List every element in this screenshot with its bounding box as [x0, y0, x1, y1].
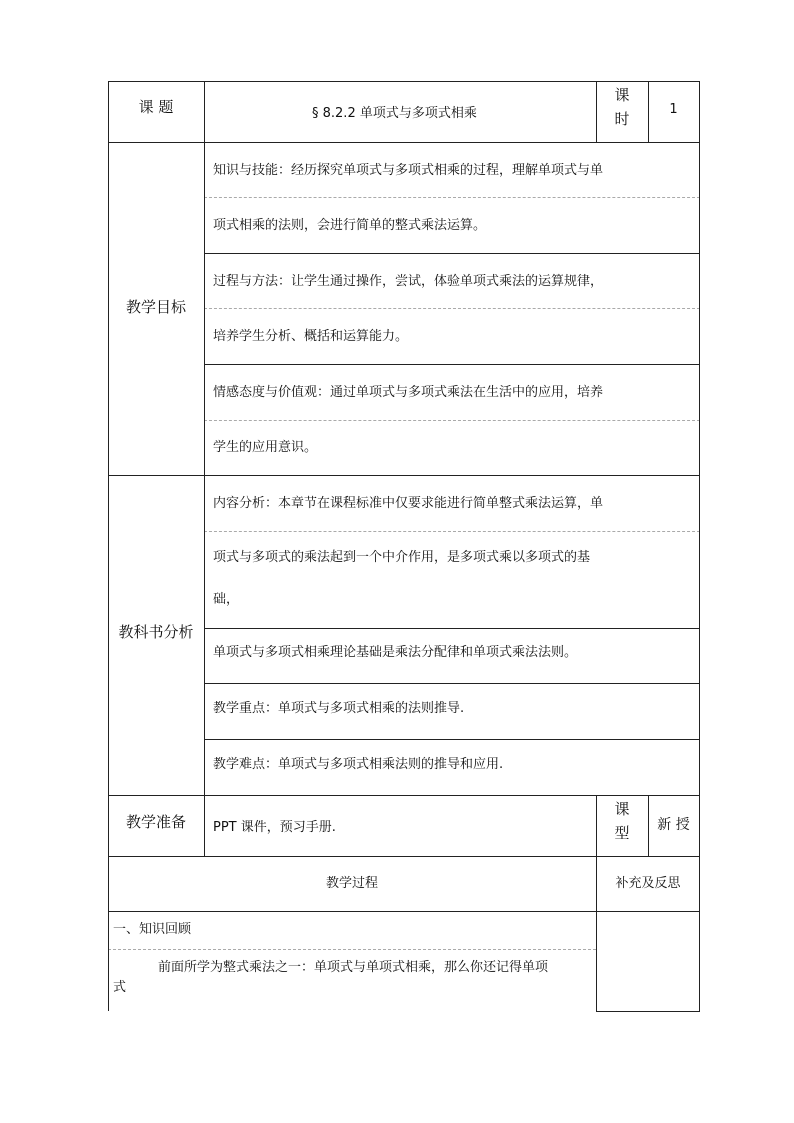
review-text-line2: 式 [113, 980, 127, 995]
topic-label: 课 题 [138, 98, 174, 116]
table-border [108, 856, 700, 857]
type-value: 新 授 [657, 817, 690, 833]
table-border [204, 364, 700, 365]
key-point: 教学重点：单项式与多项式相乘的法则推导. [213, 701, 465, 716]
table-border [204, 253, 700, 254]
objective-knowledge-line1: 知识与技能：经历探究单项式与多项式相乘的过程，理解单项式与单 [213, 163, 604, 178]
table-border [108, 475, 700, 476]
row-divider [204, 308, 700, 309]
type-label-top: 课 [614, 800, 630, 818]
table-border [108, 142, 700, 143]
objectives-label: 教学目标 [125, 298, 186, 316]
table-border [204, 739, 700, 740]
difficulty-point: 教学难点：单项式与多项式相乘法则的推导和应用. [213, 757, 504, 772]
preparation-label: 教学准备 [125, 813, 186, 831]
table-border [596, 1011, 700, 1012]
review-text-line1: 前面所学为整式乘法之一：单项式与单项式相乘，那么你还记得单项 [158, 960, 549, 975]
type-label-bottom: 型 [614, 824, 630, 842]
preparation-value: PPT 课件，预习手册. [213, 820, 336, 835]
period-label-bottom: 时 [614, 110, 630, 128]
period-label-top: 课 [614, 86, 630, 104]
content-analysis-line2: 项式与多项式的乘法起到一个中介作用，是多项式乘以多项式的基 [213, 550, 591, 565]
table-border [204, 628, 700, 629]
process-label: 教学过程 [325, 876, 378, 891]
table-border [108, 81, 700, 82]
table-border [108, 795, 700, 796]
objective-emotion-line2: 学生的应用意识。 [213, 440, 318, 455]
objective-knowledge-line2: 项式相乘的法则，会进行简单的整式乘法运算。 [213, 218, 487, 233]
row-divider [108, 949, 596, 950]
table-border [204, 81, 205, 856]
section-title-review: 一、知识回顾 [113, 922, 192, 937]
objective-emotion-line1: 情感态度与价值观：通过单项式与多项式乘法在生活中的应用，培养 [213, 385, 604, 400]
supplement-label: 补充及反思 [615, 876, 681, 891]
textbook-label: 教科书分析 [118, 623, 194, 641]
content-analysis-line3: 础， [213, 592, 240, 607]
objective-process-line2: 培养学生分析、概括和运算能力。 [213, 329, 409, 344]
table-border [108, 911, 700, 912]
row-divider [204, 197, 700, 198]
objective-process-line1: 过程与方法：让学生通过操作，尝试，体验单项式乘法的运算规律， [213, 274, 604, 289]
period-value: 1 [669, 102, 678, 117]
theory-basis: 单项式与多项式相乘理论基础是乘法分配律和单项式乘法法则。 [213, 645, 578, 660]
row-divider [204, 420, 700, 421]
topic-value: § 8.2.2 单项式与多项式相乘 [312, 106, 477, 121]
content-analysis-line1: 内容分析：本章节在课程标准中仅要求能进行简单整式乘法运算，单 [213, 496, 604, 511]
row-divider [204, 531, 700, 532]
table-border [204, 683, 700, 684]
